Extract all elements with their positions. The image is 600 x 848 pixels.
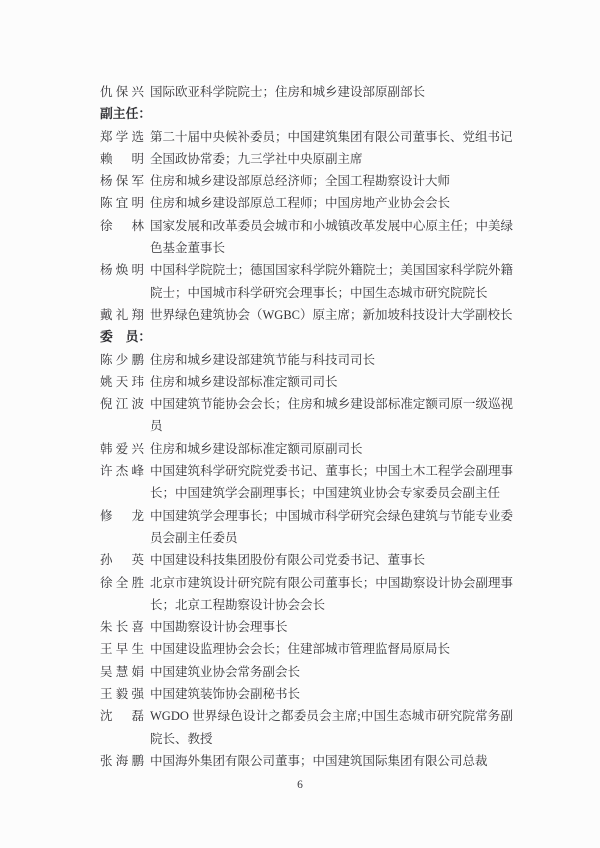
member-description: 全国政协常委；九三学社中央原副主席 <box>150 151 363 166</box>
name-char: 修 <box>100 508 113 523</box>
name-char: 海 <box>115 753 129 768</box>
name-char: 磊 <box>131 709 144 724</box>
name-char: 爱 <box>115 441 129 456</box>
member-description: 中国建筑装饰协会副秘书长 <box>150 687 301 702</box>
member-name <box>100 192 144 214</box>
name-char: 胜 <box>131 575 144 590</box>
member-row <box>100 638 514 660</box>
section-header: 副主任： <box>100 106 152 122</box>
member-row <box>100 438 514 460</box>
member-row <box>100 549 514 571</box>
member-description: 住房和城乡建设部原总工程师；中国房地产业协会会长 <box>150 196 451 211</box>
member-name <box>100 259 144 281</box>
name-char: 早 <box>115 642 129 657</box>
name-char: 娟 <box>131 664 144 679</box>
member-name <box>100 170 144 192</box>
member-name <box>100 148 144 170</box>
name-char: 鹏 <box>131 352 144 367</box>
member-row <box>100 616 514 638</box>
member-description: 中国勘察设计协会理事长 <box>150 620 288 635</box>
member-row <box>100 192 514 214</box>
name-char: 杨 <box>100 174 113 189</box>
member-description: 国家发展和改革委员会城市和小城镇改革发展中心原主任；中美绿色基金董事长 <box>150 218 513 256</box>
name-char: 姚 <box>100 374 113 389</box>
name-char: 徐 <box>100 218 113 233</box>
name-char: 强 <box>131 687 144 702</box>
name-char: 翔 <box>131 307 144 322</box>
member-row <box>100 371 514 393</box>
member-name <box>100 393 144 415</box>
member-description: 第二十届中央候补委员；中国建筑集团有限公司董事长、党组书记 <box>150 129 513 144</box>
member-row <box>100 81 514 103</box>
name-char: 许 <box>100 464 113 479</box>
member-row <box>100 259 514 304</box>
member-description: 中国科学院院士；德国国家科学院外籍院士；美国国家科学院外籍院士；中国城市科学研究会理事长；中国生态城市研究院院长 <box>150 263 513 300</box>
page-number: 6 <box>297 779 303 791</box>
name-char: 王 <box>100 642 113 657</box>
member-name <box>100 661 144 683</box>
member-description: 中国建筑业协会常务副会长 <box>150 664 301 679</box>
name-char: 兴 <box>131 85 144 99</box>
name-char: 兴 <box>131 441 144 456</box>
member-row <box>100 215 514 260</box>
name-char: 孙 <box>100 553 113 568</box>
name-char: 龙 <box>131 508 144 523</box>
name-char: 生 <box>131 642 144 657</box>
name-char: 全 <box>115 575 129 590</box>
member-name <box>100 460 144 482</box>
member-name <box>100 371 144 393</box>
member-row <box>100 572 514 617</box>
name-char: 喜 <box>131 620 144 635</box>
name-char: 杰 <box>115 464 129 479</box>
name-char: 江 <box>115 397 129 412</box>
member-description: 中国海外集团有限公司董事；中国建筑国际集团有限公司总裁 <box>150 753 488 768</box>
name-char: 林 <box>131 218 144 233</box>
member-description: 住房和城乡建设部建筑节能与科技司司长 <box>150 352 376 367</box>
name-char: 明 <box>131 151 144 166</box>
member-description: 住房和城乡建设部标准定额司司长 <box>150 374 338 389</box>
member-row <box>100 393 514 438</box>
name-char: 保 <box>115 85 129 99</box>
member-row <box>100 505 514 550</box>
member-description: 住房和城乡建设部原总经济师；全国工程勘察设计大师 <box>150 174 451 189</box>
name-char: 赖 <box>100 151 113 166</box>
name-char: 朱 <box>100 620 113 635</box>
name-char: 学 <box>115 129 129 144</box>
name-char: 徐 <box>100 575 113 590</box>
member-name <box>100 549 144 571</box>
member-row <box>100 705 514 750</box>
member-description: 中国建筑科学研究院党委书记、董事长；中国土木工程学会副理事长；中国建筑学会副理事长；中国建筑业协会专家委员会副主任 <box>150 464 513 501</box>
member-name <box>100 750 144 772</box>
member-row <box>100 460 514 505</box>
member-description: 中国建设科技集团股份有限公司党委书记、董事长 <box>150 553 426 568</box>
member-name <box>100 81 144 103</box>
member-description: 中国建筑学会理事长；中国城市科学研究会绿色建筑与节能专业委员会副主任委员 <box>150 508 513 545</box>
name-char: 鹏 <box>131 753 144 768</box>
name-char: 焕 <box>115 263 129 278</box>
name-char: 陈 <box>100 196 113 211</box>
member-row <box>100 349 514 371</box>
name-char: 慧 <box>115 664 129 679</box>
member-row <box>100 683 514 705</box>
name-char: 张 <box>100 753 113 768</box>
name-char: 长 <box>115 620 129 635</box>
name-char: 波 <box>131 397 144 412</box>
name-char: 韩 <box>100 441 113 456</box>
name-char: 保 <box>115 174 129 189</box>
member-description: 国际欧亚科学院院士；住房和城乡建设部原副部长 <box>150 85 426 99</box>
name-char: 礼 <box>115 307 129 322</box>
member-row <box>100 148 514 170</box>
name-char: 明 <box>131 263 144 278</box>
name-char: 王 <box>100 687 113 702</box>
member-list <box>100 81 514 772</box>
section-header: 委 员： <box>100 329 152 345</box>
name-char: 天 <box>115 374 129 389</box>
name-char: 玮 <box>131 374 144 389</box>
name-char: 杨 <box>100 263 113 278</box>
member-name <box>100 616 144 638</box>
member-name <box>100 304 144 326</box>
name-char: 倪 <box>100 397 113 412</box>
member-name <box>100 215 144 237</box>
member-description: 北京市建筑设计研究院有限公司董事长；中国勘察设计协会副理事长；北京工程勘察设计协会会长 <box>150 575 513 612</box>
name-char: 沈 <box>100 709 113 724</box>
name-char: 选 <box>131 129 144 144</box>
member-description: 世界绿色建筑协会（WGBC）原主席；新加坡科技设计大学副校长 <box>150 307 513 322</box>
member-row <box>100 126 514 148</box>
member-description: 住房和城乡建设部标准定额司原副司长 <box>150 441 363 456</box>
name-char: 戴 <box>100 307 113 322</box>
member-row <box>100 304 514 326</box>
member-row <box>100 170 514 192</box>
name-char: 陈 <box>100 352 113 367</box>
member-name <box>100 126 144 148</box>
name-char: 军 <box>131 174 144 189</box>
name-char: 吴 <box>100 664 113 679</box>
name-char: 英 <box>131 553 144 568</box>
member-name <box>100 349 144 371</box>
name-char: 明 <box>131 196 144 211</box>
member-description: WGDO 世界绿色设计之都委员会主席;中国生态城市研究院常务副院长、教授 <box>150 709 513 746</box>
member-description: 中国建筑节能协会会长；住房和城乡建设部标准定额司原一级巡视员 <box>150 397 513 434</box>
member-name <box>100 683 144 705</box>
member-name <box>100 638 144 660</box>
member-name <box>100 505 144 527</box>
name-char: 毅 <box>115 687 129 702</box>
member-name <box>100 438 144 460</box>
name-char: 宜 <box>115 196 129 211</box>
member-row <box>100 661 514 683</box>
member-name <box>100 705 144 727</box>
member-name <box>100 572 144 594</box>
name-char: 少 <box>115 352 129 367</box>
name-char: 峰 <box>131 464 144 479</box>
name-char: 仇 <box>100 85 113 99</box>
name-char: 郑 <box>100 129 113 144</box>
member-row <box>100 750 514 772</box>
member-description: 中国建设监理协会会长；住建部城市管理监督局原局长 <box>150 642 451 657</box>
